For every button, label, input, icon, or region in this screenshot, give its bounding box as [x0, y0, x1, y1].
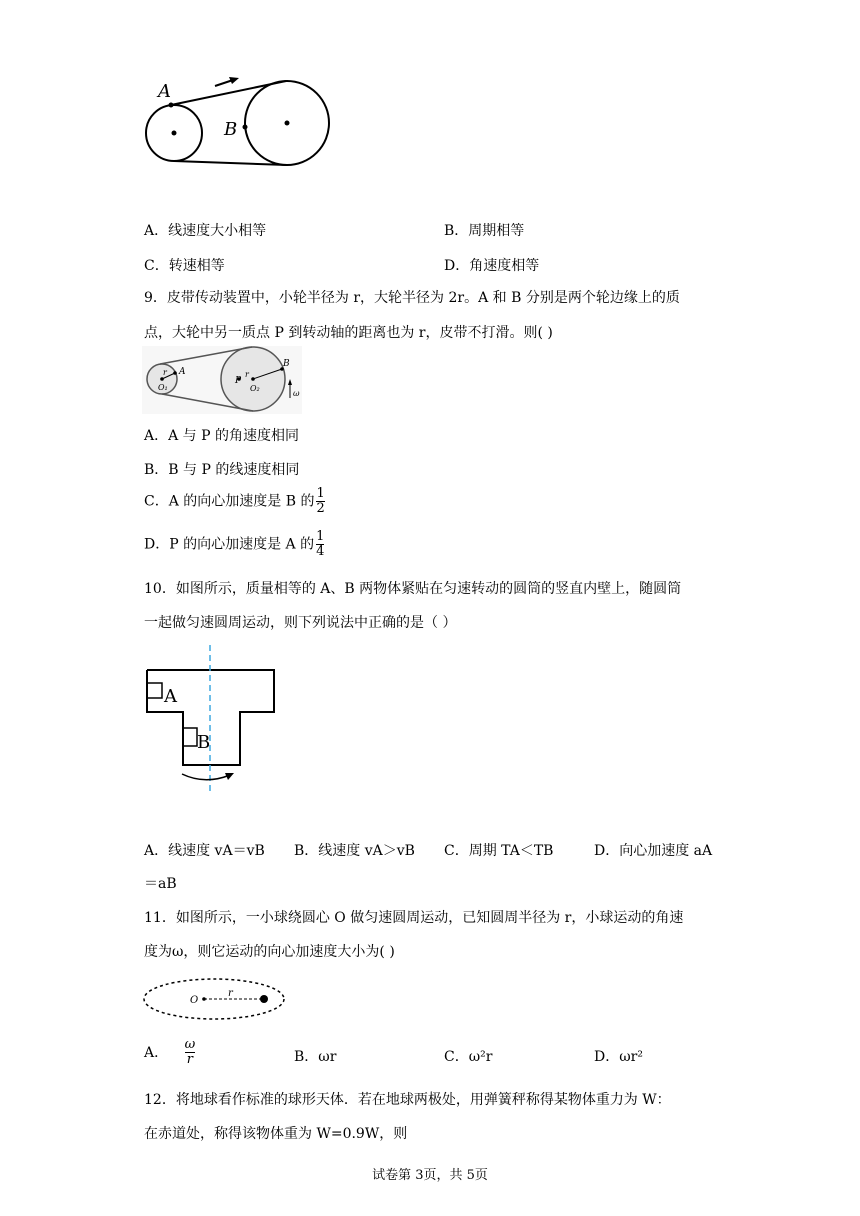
- cylinder-figure: [140, 645, 280, 793]
- q11-option-d: D．ωr²: [594, 1049, 643, 1065]
- q12-stem-line1: 12．将地球看作标准的球形天体．若在地球两极处，用弹簧秤称得某物体重力为 W：: [144, 1092, 671, 1108]
- q9-option-b: B．B 与 P 的线速度相同: [144, 462, 300, 478]
- fig2-label-r1: r: [163, 368, 167, 377]
- label-a: A: [158, 81, 171, 102]
- q10-option-d-continued: ＝aB: [144, 876, 177, 892]
- q11-stem-line1: 11．如图所示，一小球绕圆心 O 做匀速圆周运动，已知圆周半径为 r，小球运动的角速: [144, 910, 684, 926]
- fig2-label-p: P: [235, 376, 242, 386]
- q11-stem-line2: 度为ω，则它运动的向心加速度大小为( ): [144, 944, 395, 960]
- q9-option-d: [144, 530, 324, 559]
- fraction-one-quarter: $\frac{1}{4}$: [316, 529, 325, 559]
- q9-option-d-text: D．P 的向心加速度是 A 的: [144, 536, 315, 553]
- fig2-label-o2: O₂: [250, 384, 260, 393]
- q10-stem-line1: 10．如图所示，质量相等的 A、B 两物体紧贴在匀速转动的圆筒的竖直内壁上，随圆筒: [144, 581, 682, 597]
- page-footer: 试卷第 3页，共 5页: [372, 1168, 488, 1183]
- q8-option-b: B．周期相等: [444, 223, 525, 239]
- q10-option-a: A．线速度 vA＝vB: [144, 843, 265, 859]
- q11-option-a: [144, 1038, 195, 1067]
- fig2-label-omega: ω: [293, 389, 300, 398]
- q9-stem-line1: 9．皮带传动装置中，小轮半径为 r，大轮半径为 2r。A 和 B 分别是两个轮边缘上的质: [144, 290, 680, 306]
- q10-option-d: D．向心加速度 aA: [594, 843, 713, 859]
- q11-option-c: C．ω²r: [444, 1049, 493, 1065]
- fraction-one-half: $\frac{1}{2}$: [316, 486, 325, 516]
- cylinder-label-a: A: [164, 686, 177, 707]
- circle-label-r: r: [228, 988, 233, 999]
- label-b: B: [224, 119, 238, 140]
- q9-option-c: [144, 487, 325, 516]
- q11-option-b: B．ωr: [294, 1049, 337, 1065]
- q8-option-c: C．转速相等: [144, 258, 225, 274]
- cylinder-label-b: B: [197, 732, 211, 753]
- q10-option-b: B．线速度 vA＞vB: [294, 843, 415, 859]
- fig2-label-o1: O₁: [158, 383, 168, 392]
- fig2-label-r2: r: [245, 370, 249, 379]
- circular-motion-figure: [140, 975, 290, 1025]
- fraction-omega-over-r: $\frac{\omega}{r}$: [184, 1037, 196, 1067]
- q8-option-a: A．线速度大小相等: [144, 223, 267, 239]
- q9-stem-line2: 点，大轮中另一质点 P 到转动轴的距离也为 r，皮带不打滑。则( ): [144, 325, 553, 341]
- circle-label-o: O: [190, 995, 199, 1006]
- belt-drive-figure-2: [142, 346, 302, 414]
- q10-stem-line2: 一起做匀速圆周运动，则下列说法中正确的是（ ）: [144, 615, 457, 631]
- q12-stem-line2: 在赤道处，称得该物体重为 W=0.9W，则: [144, 1126, 408, 1142]
- q10-option-c: C．周期 TA＜TB: [444, 843, 554, 859]
- q8-option-d: D．角速度相等: [444, 258, 540, 274]
- q9-option-a: A．A 与 P 的角速度相同: [144, 428, 299, 444]
- fig2-label-a: A: [179, 367, 186, 377]
- q11-option-a-label: A．: [144, 1044, 169, 1061]
- belt-drive-figure-1: [140, 70, 340, 170]
- q9-option-c-text: C．A 的向心加速度是 B 的: [144, 493, 315, 510]
- fig2-label-b: B: [283, 359, 290, 369]
